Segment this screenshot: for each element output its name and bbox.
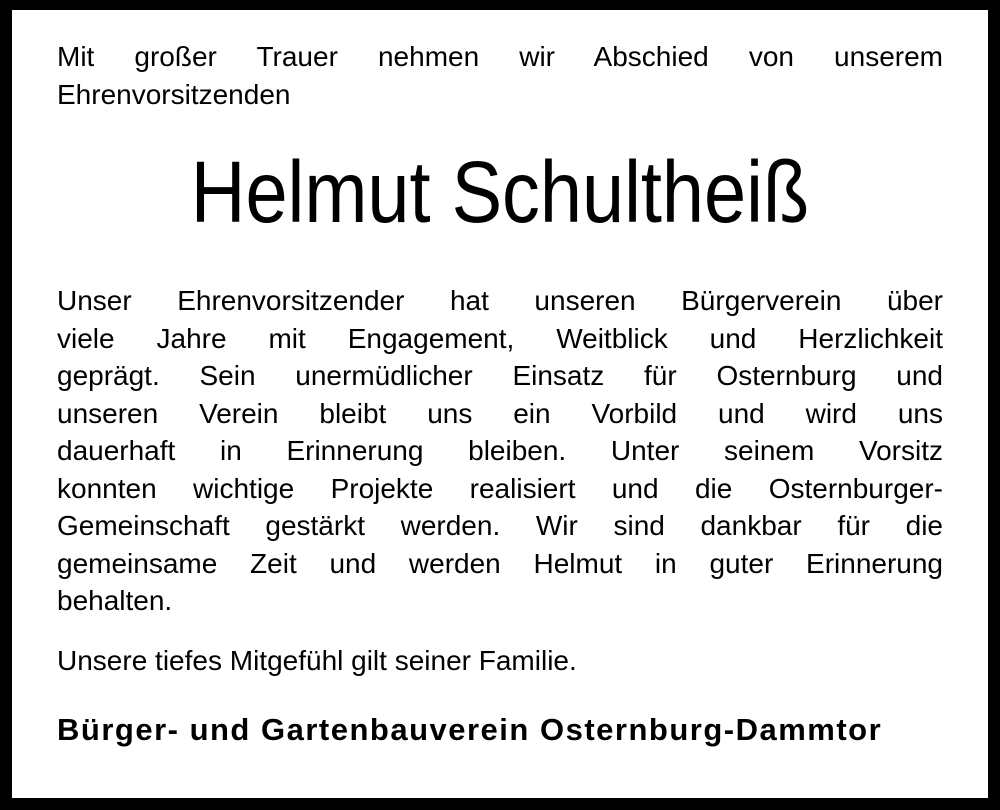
tribute-line: gemeinsame Zeit und werden Helmut in guter Erinnerung — [57, 547, 943, 579]
intro-line-2: Ehrenvorsitzenden — [57, 78, 291, 110]
intro-line-1: Mit großer Trauer nehmen wir Abschied von unserem — [57, 41, 943, 72]
tribute-line: unseren Verein bleibt uns ein Vorbild und wird uns — [57, 397, 943, 429]
tribute-line: Gemeinschaft gestärkt werden. Wir sind dankbar für die — [57, 510, 943, 541]
notice-panel — [12, 10, 988, 798]
tribute-line: Unser Ehrenvorsitzender hat unseren Bürgerverein über — [57, 285, 943, 316]
intro-paragraph — [57, 38, 943, 113]
tribute-paragraph — [57, 282, 943, 620]
signature-line: Bürger- und Gartenbauverein Osternburg-Dammtor — [57, 712, 883, 747]
tribute-line-last: behalten. — [57, 585, 173, 616]
deceased-name: Helmut Schultheiß — [190, 144, 810, 241]
tribute-line: geprägt. Sein unermüdlicher Einsatz für Osternburg und — [57, 360, 943, 391]
tribute-line: dauerhaft in Erinnerung bleiben. Unter seinem Vorsitz — [57, 435, 943, 466]
tribute-line: viele Jahre mit Engagement, Weitblick und Herzlichkeit — [57, 322, 943, 354]
condolence-line: Unsere tiefes Mitgefühl gilt seiner Familie. — [57, 644, 577, 676]
tribute-line: konnten wichtige Projekte realisiert und die Osternburger- — [57, 472, 943, 504]
